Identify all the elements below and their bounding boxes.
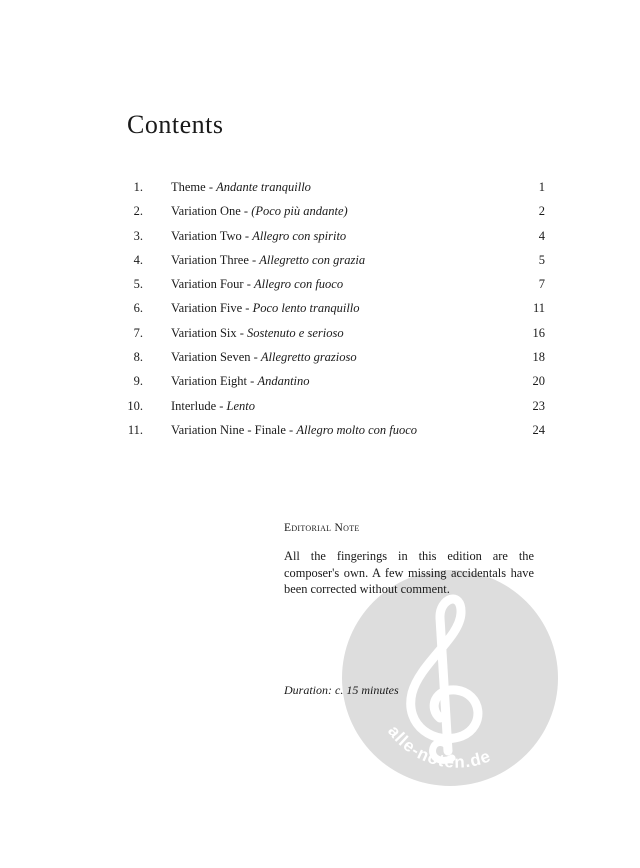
toc-entry-tempo: Allegro con spirito	[252, 228, 347, 243]
toc-entry-name: Variation Five	[171, 301, 243, 316]
toc-entry-name: Variation Six	[171, 325, 237, 340]
svg-text:alle-noten.de: alle-noten.de	[384, 721, 494, 772]
toc-entry-tempo: Allegro con fuoco	[253, 277, 344, 292]
toc-entry-separator: -	[240, 204, 252, 219]
toc-entry-name: Variation One	[171, 204, 241, 219]
toc-entry-title	[171, 250, 365, 270]
toc-entry-title	[171, 371, 310, 391]
toc-entry-page: 4	[538, 228, 545, 243]
toc-entry-page: 18	[532, 350, 545, 365]
toc-entry-page: 5	[538, 252, 545, 267]
watermark-logo	[340, 568, 560, 788]
toc-entry-name: Variation Four	[171, 277, 244, 292]
toc-entry	[127, 226, 545, 250]
toc-entry	[127, 177, 545, 201]
toc-entry-number: 5.	[133, 277, 143, 292]
toc-entry-number: 7.	[133, 325, 143, 340]
toc-entry-number: 10.	[127, 398, 143, 413]
toc-entry-separator: -	[247, 374, 258, 389]
toc-entry	[127, 250, 545, 274]
toc-entry-tempo: (Poco più andante)	[251, 204, 348, 219]
toc-entry-title	[171, 347, 357, 367]
toc-entry-number: 11.	[127, 422, 143, 437]
toc-entry-page: 23	[532, 398, 545, 413]
toc-entry	[127, 420, 545, 444]
toc-entry-page: 1	[538, 180, 545, 194]
toc-entry-page: 24	[532, 422, 545, 437]
toc-entry-separator: -	[242, 301, 253, 316]
toc-entry	[127, 347, 545, 371]
toc-entry-page: 7	[538, 277, 545, 292]
toc-entry-name: Variation Two	[171, 228, 242, 243]
toc-entry-title	[171, 420, 417, 440]
editorial-note-heading: Editorial Note	[284, 522, 360, 534]
toc-entry-tempo: Poco lento tranquillo	[252, 301, 360, 316]
toc-entry-separator: -	[216, 398, 227, 413]
toc-entry-number: 1.	[133, 180, 143, 194]
toc-entry-page: 20	[532, 374, 545, 389]
toc-entry-title	[171, 201, 348, 221]
toc-entry-name: Variation Eight	[171, 374, 248, 389]
toc-entry-tempo: Sostenuto e serioso	[247, 325, 344, 340]
toc-entry-page: 2	[538, 204, 545, 219]
duration-text: Duration: c. 15 minutes	[284, 683, 399, 697]
toc-entry	[127, 396, 545, 420]
toc-entry-tempo: Allegretto grazioso	[260, 350, 357, 365]
toc-entry	[127, 298, 545, 322]
toc-entry-page: 11	[532, 301, 545, 316]
toc-entry-separator: -	[285, 422, 297, 437]
toc-entry-separator: -	[243, 277, 254, 292]
toc-entry-number: 4.	[133, 252, 143, 267]
toc-entry-title	[171, 226, 346, 246]
toc-entry	[127, 371, 545, 395]
toc-entry-tempo: Lento	[226, 398, 256, 413]
toc-entry-name: Variation Three	[171, 252, 249, 267]
toc-entry-tempo: Allegro molto con fuoco	[296, 422, 418, 437]
table-of-contents	[127, 177, 545, 444]
toc-entry-separator: -	[241, 228, 253, 243]
toc-entry-tempo: Andantino	[257, 374, 310, 389]
toc-entry-name: Variation Nine - Finale	[171, 422, 286, 437]
toc-entry-number: 8.	[133, 350, 143, 365]
toc-entry	[127, 201, 545, 225]
toc-entry-number: 3.	[133, 228, 143, 243]
toc-entry-number: 2.	[133, 204, 143, 219]
toc-entry-separator: -	[248, 252, 260, 267]
editorial-note	[284, 520, 534, 598]
toc-entry-separator: -	[250, 350, 261, 365]
toc-entry-title	[171, 177, 311, 197]
toc-entry-tempo: Allegretto con grazia	[259, 252, 366, 267]
toc-entry-title	[171, 298, 360, 318]
toc-entry-page: 16	[532, 325, 545, 340]
page-title: Contents	[127, 110, 224, 139]
toc-entry-name: Variation Seven	[171, 350, 251, 365]
toc-entry-separator: -	[205, 180, 217, 194]
toc-entry-name: Interlude	[171, 398, 217, 413]
toc-entry-title	[171, 274, 343, 294]
toc-entry-title	[171, 323, 344, 343]
toc-entry-title	[171, 396, 255, 416]
toc-entry-number: 9.	[133, 374, 143, 389]
editorial-note-text: All the fingerings in this edition are the composer's own. A few missing accidentals have been corrected without comment.	[284, 549, 534, 596]
toc-entry-tempo: Andante tranquillo	[216, 180, 311, 194]
toc-entry	[127, 323, 545, 347]
toc-entry-separator: -	[236, 325, 248, 340]
toc-entry-number: 6.	[133, 301, 143, 316]
toc-entry-name: Theme	[171, 180, 206, 194]
toc-entry	[127, 274, 545, 298]
